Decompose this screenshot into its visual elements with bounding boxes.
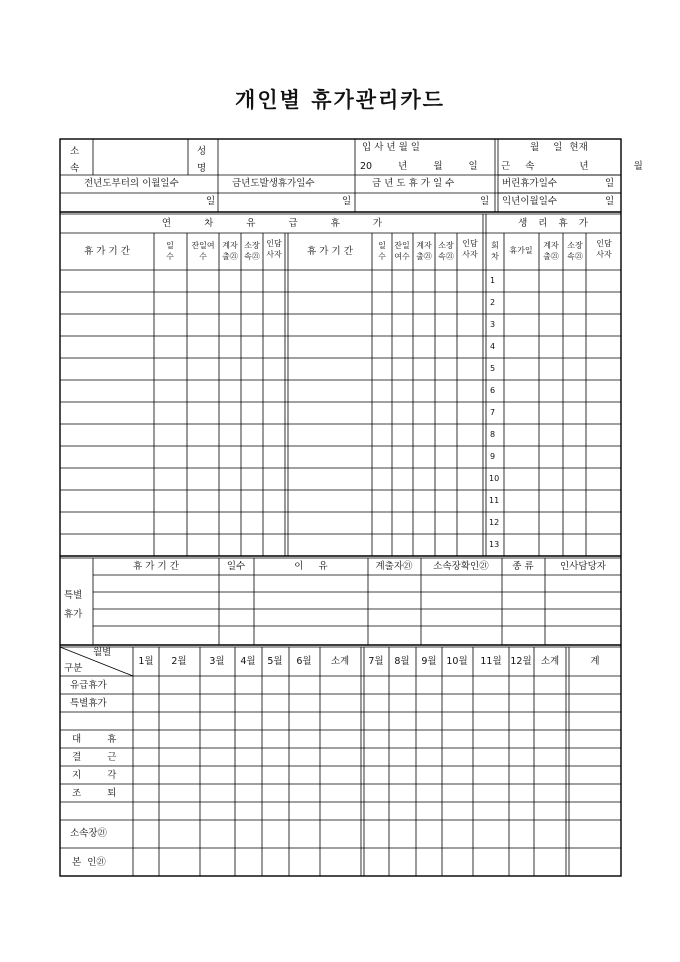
month-header-total: 계 — [590, 656, 600, 667]
generated-unit: 일 — [342, 196, 352, 207]
menstrual-row-number: 1 — [490, 276, 496, 285]
summary-row-label: 지 각 — [72, 770, 117, 781]
menstrual-row-number: 10 — [489, 474, 500, 483]
menstrual-row-number: 6 — [490, 386, 496, 395]
annual-days-header: 일 수 — [166, 241, 174, 261]
annual-leave-title: 연 차 유 급 휴 가 — [161, 218, 383, 229]
hire-date-value: 20 년 월 일 — [360, 161, 478, 172]
name-label: 성 명 — [197, 146, 207, 174]
special-kind-header: 종 류 — [512, 561, 534, 572]
month-header: 1월 — [138, 656, 154, 667]
tenure-label: 근 속 년 월 — [501, 161, 643, 172]
month-header-subtotal: 소계 — [540, 656, 560, 667]
month-header: 4월 — [240, 656, 256, 667]
annual-hr-header: 인담 사자 — [266, 239, 282, 259]
month-header: 12월 — [510, 656, 532, 667]
affiliation-label: 소 속 — [70, 146, 80, 174]
month-header: 11월 — [480, 656, 502, 667]
special-leave-label: 특별 휴가 — [64, 590, 83, 620]
annual-hr-header-2: 인담 사자 — [462, 239, 478, 259]
special-reporter-header: 계출자㉑ — [375, 561, 413, 572]
menstrual-row-number: 7 — [490, 408, 496, 417]
special-reason-header: 이 유 — [294, 561, 328, 572]
hire-date-label: 입 사 년 월 일 — [362, 142, 420, 153]
menstrual-row-number: 4 — [490, 342, 496, 351]
summary-row-label: 조 퇴 — [72, 788, 117, 799]
menstrual-row-number: 2 — [490, 298, 496, 307]
special-days-header: 일수 — [226, 561, 246, 572]
discarded-label: 버린휴가일수 — [502, 178, 558, 189]
carried-over-label: 전년도부터의 이월일수 — [84, 178, 179, 189]
summary-row-label: 대 휴 — [72, 734, 117, 745]
page-title: 개인별 휴가관리카드 — [235, 87, 445, 112]
discarded-unit: 일 — [605, 178, 615, 189]
menstrual-hr-header: 인담 사자 — [596, 239, 612, 259]
menstrual-row-number: 13 — [489, 540, 500, 549]
month-header: 7월 — [368, 656, 384, 667]
carried-over-unit: 일 — [206, 196, 216, 207]
menstrual-row-number: 8 — [490, 430, 496, 439]
annual-period-header-2: 휴 가 기 간 — [307, 246, 353, 257]
menstrual-row-number: 12 — [489, 518, 500, 527]
dept-head-signature-label: 소속장㉑ — [70, 828, 108, 839]
summary-corner-category: 구분 — [64, 663, 83, 674]
menstrual-row-number: 5 — [490, 364, 496, 373]
annual-dept-head-header-2: 소장 속㉑ — [438, 241, 454, 261]
next-carry-unit: 일 — [605, 196, 615, 207]
annual-remaining-header: 잔일여 수 — [191, 241, 215, 261]
annual-reporter-header: 계자 출㉑ — [222, 241, 238, 261]
annual-reporter-header-2: 계자 출㉑ — [416, 241, 432, 261]
month-header: 6월 — [296, 656, 312, 667]
menstrual-row-number: 3 — [490, 320, 496, 329]
month-header: 9월 — [421, 656, 437, 667]
total-label: 금 년 도 휴 가 일 수 — [372, 178, 455, 189]
month-header: 8월 — [394, 656, 410, 667]
summary-row-label: 특별휴가 — [70, 698, 107, 709]
menstrual-leave-title: 생 리 휴 가 — [518, 218, 588, 229]
menstrual-order-header: 회 차 — [491, 241, 499, 261]
month-header: 5월 — [267, 656, 283, 667]
menstrual-reporter-header: 계자 출㉑ — [543, 241, 559, 261]
month-header: 2월 — [171, 656, 187, 667]
menstrual-row-number: 11 — [489, 496, 500, 505]
annual-dept-head-header: 소장 속㉑ — [244, 241, 260, 261]
summary-row-label: 결 근 — [72, 752, 117, 763]
summary-row-label: 유급휴가 — [70, 680, 107, 691]
annual-days-header-2: 일 수 — [378, 241, 386, 261]
next-carry-label: 익년이월일수 — [502, 196, 558, 207]
special-period-header: 휴 가 기 간 — [133, 561, 179, 572]
special-hr-header: 인사담당자 — [560, 561, 606, 572]
month-header: 3월 — [209, 656, 225, 667]
annual-remaining-header-2: 잔일 여수 — [394, 241, 410, 261]
month-header-subtotal: 소계 — [330, 656, 350, 667]
generated-label: 금년도발생휴가일수 — [232, 178, 315, 189]
total-unit: 일 — [480, 196, 490, 207]
current-date-label: 월 일 현재 — [530, 142, 588, 153]
special-dept-confirm-header: 소속장확인㉑ — [433, 561, 489, 572]
annual-period-header: 휴 가 기 간 — [84, 246, 130, 257]
month-header: 10월 — [446, 656, 468, 667]
menstrual-dept-head-header: 소장 속㉑ — [567, 241, 583, 261]
summary-corner-month: 월별 — [93, 647, 112, 658]
self-signature-label: 본 인㉑ — [72, 857, 106, 868]
menstrual-row-number: 9 — [490, 452, 496, 461]
menstrual-day-header: 휴가일 — [509, 246, 533, 255]
